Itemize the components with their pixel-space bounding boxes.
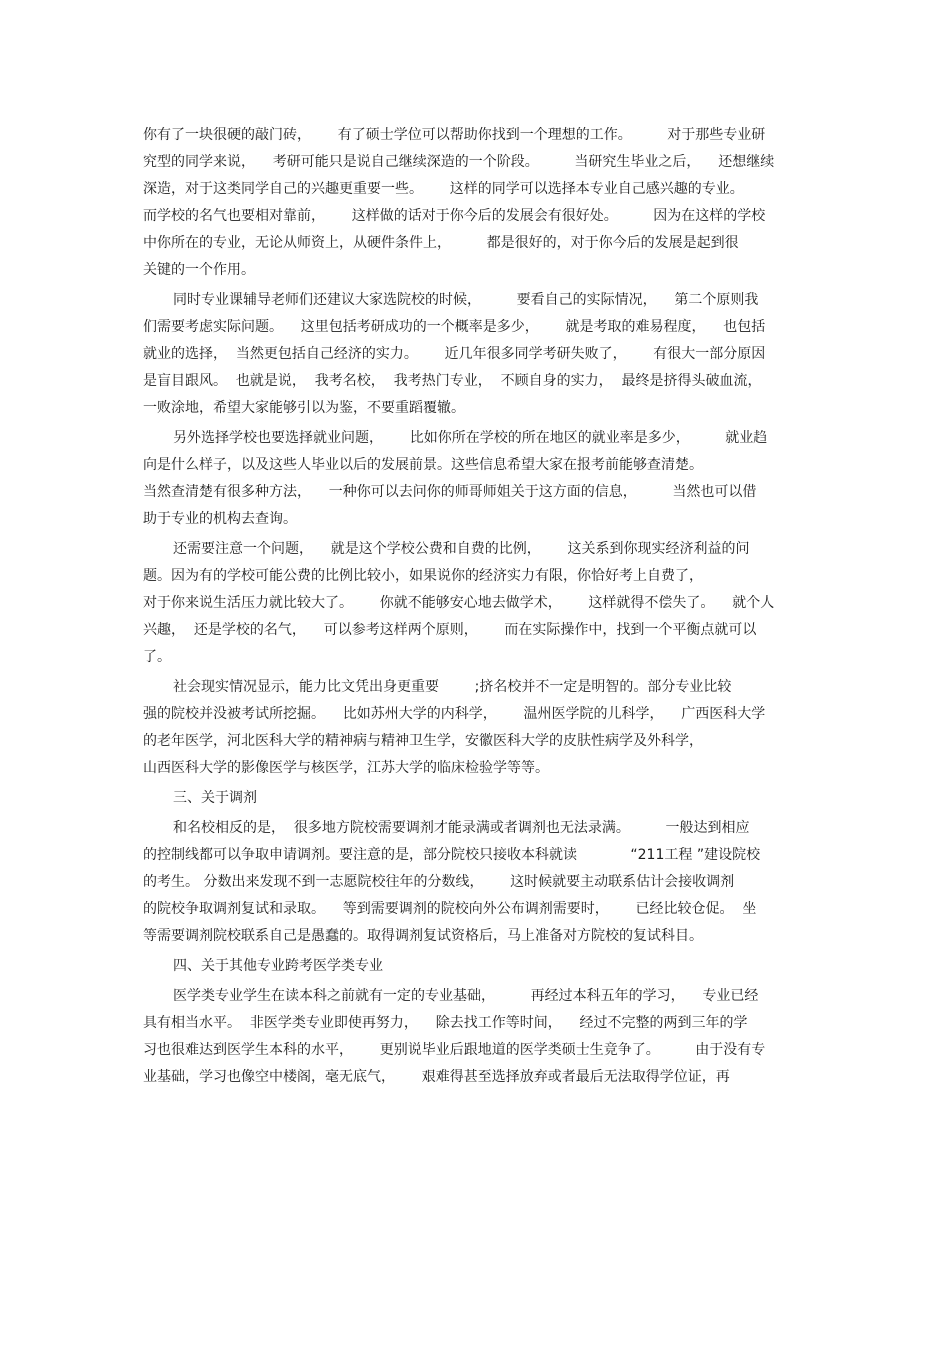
section-heading: 三、关于调剂 <box>173 790 257 806</box>
paragraph-first-line: 医学类专业学生在读本科之前就有一定的专业基础， 再经过本科五年的学习， 专业已经 <box>173 988 759 1004</box>
text-line: 是盲目跟风。 也就是说， 我考名校， 我考热门专业， 不顾自身的实力， 最终是挤得头破血流， <box>143 373 762 389</box>
text-line: 了。 <box>143 649 171 665</box>
text-line: 的老年医学，河北医科大学的精神病与精神卫生学，安徽医科大学的皮肤性病学及外科学， <box>143 733 703 749</box>
paragraph-first-line: 同时专业课辅导老师们还建议大家选院校的时候， 要看自己的实际情况， 第二个原则我 <box>173 292 759 308</box>
text-line: 习也很难达到医学生本科的水平， 更别说毕业后跟地道的医学类硕士生竞争了。 由于没有专 <box>143 1042 766 1058</box>
paragraph-first-line: 还需要注意一个问题， 就是这个学校公费和自费的比例， 这关系到你现实经济利益的问 <box>173 541 750 557</box>
text-line: 具有相当水平。 非医学类专业即使再努力， 除去找工作等时间， 经过不完整的两到三年的学 <box>143 1015 748 1031</box>
paragraph-first-line: 另外选择学校也要选择就业问题， 比如你所在学校的所在地区的就业率是多少， 就业趋 <box>173 430 768 446</box>
text-line: 中你所在的专业，无论从师资上，从硬件条件上， 都是很好的，对于你今后的发展是起到很 <box>143 235 739 251</box>
text-line: 深造，对于这类同学自己的兴趣更重要一些。 这样的同学可以选择本专业自己感兴趣的专业。 <box>143 181 744 197</box>
text-line: 兴趣， 还是学校的名气， 可以参考这样两个原则， 而在实际操作中，找到一个平衡点就可以 <box>143 622 757 638</box>
text-line: 助于专业的机构去查询。 <box>143 511 297 527</box>
text-line: 的考生。 分数出来发现不到一志愿院校往年的分数线， 这时候就要主动联系估计会接收调剂 <box>143 874 735 890</box>
text-line: 的控制线都可以争取申请调剂。要注意的是，部分院校只接收本科就读 “211工程 ”建设院校 <box>143 847 761 863</box>
text-line: 的院校争取调剂复试和录取。 等到需要调剂的院校向外公布调剂需要时， 已经比较仓促。 坐 <box>143 901 757 917</box>
text-line: 对于你来说生活压力就比较大了。 你就不能够安心地去做学术， 这样就得不偿失了。 就个人 <box>143 595 775 611</box>
text-line: 题。因为有的学校可能公费的比例比较小，如果说你的经济实力有限，你恰好考上自费了， <box>143 568 703 584</box>
paragraph-first-line: 和名校相反的是， 很多地方院校需要调剂才能录满或者调剂也无法录满。 一般达到相应 <box>173 820 750 836</box>
text-line: 强的院校并没被考试所挖掘。 比如苏州大学的内科学， 温州医学院的儿科学， 广西医科大学 <box>143 706 766 722</box>
text-line: 等需要调剂院校联系自己是愚蠢的。取得调剂复试资格后，马上准备对方院校的复试科目。 <box>143 928 703 944</box>
text-line: 关键的一个作用。 <box>143 262 255 278</box>
text-line: 究型的同学来说， 考研可能只是说自己继续深造的一个阶段。 当研究生毕业之后， 还想继续 <box>143 154 775 170</box>
text-line: 向是什么样子，以及这些人毕业以后的发展前景。这些信息希望大家在报考前能够查清楚。 <box>143 457 703 473</box>
text-line: 就业的选择， 当然更包括自己经济的实力。 近几年很多同学考研失败了， 有很大一部分原因 <box>143 346 766 362</box>
text-line: 当然查清楚有很多种方法， 一种你可以去问你的师哥师姐关于这方面的信息， 当然也可以借 <box>143 484 757 500</box>
text-line: 们需要考虑实际问题。 这里包括考研成功的一个概率是多少， 就是考取的难易程度， 也包括 <box>143 319 766 335</box>
section-heading: 四、关于其他专业跨考医学类专业 <box>173 958 383 974</box>
document-body <box>143 122 813 1091</box>
paragraph-first-line: 社会现实情况显示，能力比文凭出身更重要 ;挤名校并不一定是明智的。部分专业比较 <box>173 679 732 695</box>
text-line: 你有了一块很硬的敲门砖， 有了硕士学位可以帮助你找到一个理想的工作。 对于那些专业研 <box>143 127 766 143</box>
text-line: 一败涂地，希望大家能够引以为鉴，不要重蹈覆辙。 <box>143 400 465 416</box>
text-line: 而学校的名气也要相对靠前， 这样做的话对于你今后的发展会有很好处。 因为在这样的学校 <box>143 208 766 224</box>
text-line: 山西医科大学的影像医学与核医学，江苏大学的临床检验学等等。 <box>143 760 549 776</box>
text-line: 业基础，学习也像空中楼阁，毫无底气， 艰难得甚至选择放弃或者最后无法取得学位证，再 <box>143 1069 730 1085</box>
